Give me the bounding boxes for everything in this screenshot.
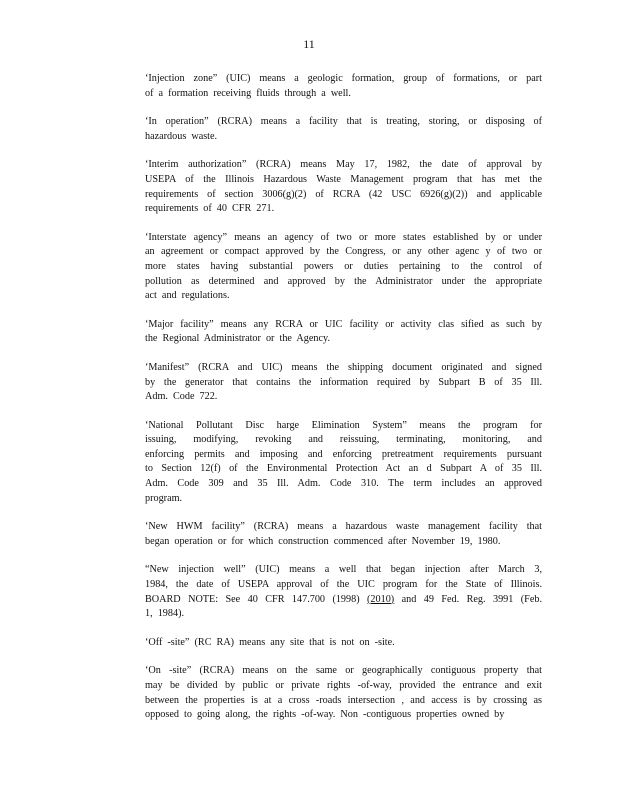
text-line: issuing, modifying, revoking and reissuing, terminating, monitoring, and bbox=[145, 434, 542, 446]
text-line: enforcing permits and imposing and enforcing pretreatment requirements pursuant bbox=[145, 448, 542, 460]
text-line: 1, 1984). bbox=[145, 608, 185, 620]
definition-paragraph bbox=[145, 115, 542, 144]
text-line: to Section 12(f) of the Environmental Protection Act an d Subpart A of 35 Ill. bbox=[145, 463, 542, 475]
definition-paragraph bbox=[145, 318, 542, 347]
text-line: ‘In operation” (RCRA) means a facility that is treating, storing, or disposing of bbox=[145, 116, 542, 128]
definition-paragraph bbox=[145, 520, 542, 549]
text-line: ‘Off -site” (RC RA) means any site that is not on -site. bbox=[145, 636, 395, 648]
text-line: BOARD NOTE: See 40 CFR 147.700 (1998) (2010) and 49 Fed. Reg. 3991 (Feb. bbox=[145, 593, 543, 605]
text-line: between the properties is at a cross -roads intersection , and access is by crossing as bbox=[145, 694, 542, 706]
text-line: by the generator that contains the information required by Subpart B of 35 Ill. bbox=[145, 376, 542, 388]
text-line: an agreement or compact approved by the Congress, or any other agenc y of two or bbox=[145, 246, 542, 258]
definition-paragraph bbox=[145, 419, 542, 507]
text-line: ‘New HWM facility” (RCRA) means a hazardous waste management facility that bbox=[145, 521, 542, 533]
text-line: ‘National Pollutant Disc harge Elimination System” means the program for bbox=[145, 419, 542, 431]
text-line: requirements of section 3006(g)(2) of RCRA (42 USC 6926(g)(2)) and applicable bbox=[145, 188, 542, 200]
text-line: pollution as determined and approved by the Administrator under the appropriate bbox=[145, 275, 542, 287]
definition-paragraph bbox=[145, 361, 542, 405]
page-number: 11 bbox=[303, 37, 315, 51]
text-line: hazardous waste. bbox=[145, 130, 218, 142]
document-body bbox=[145, 72, 542, 737]
definition-paragraph bbox=[145, 158, 542, 216]
definition-paragraph bbox=[145, 72, 542, 101]
text-line: “New injection well” (UIC) means a well that began injection after March 3, bbox=[145, 564, 542, 576]
definition-paragraph bbox=[145, 664, 542, 722]
text-line: ‘On -site” (RCRA) means on the same or geographically contiguous property that bbox=[145, 665, 542, 677]
text-line: ‘Injection zone” (UIC) means a geologic formation, group of formations, or part bbox=[145, 73, 542, 84]
definition-paragraph bbox=[145, 231, 542, 304]
text-line: Adm. Code 309 and 35 Ill. Adm. Code 310. The term includes an approved bbox=[145, 478, 542, 490]
text-line: may be divided by public or private rights -of-way, provided the entrance and exit bbox=[145, 680, 542, 691]
text-line: requirements of 40 CFR 271. bbox=[145, 203, 275, 215]
underlined-insertion: (2010) bbox=[367, 593, 395, 605]
text-line: more states having substantial powers or duties pertaining to the control of bbox=[145, 260, 542, 272]
text-line: ‘Interim authorization” (RCRA) means May 17, 1982, the date of approval by bbox=[145, 159, 542, 171]
text-line: opposed to going along, the rights -of-way. Non -contiguous properties owned by bbox=[145, 709, 505, 721]
text-line: began operation or for which construction commenced after November 19, 1980. bbox=[145, 535, 501, 547]
text-line: USEPA of the Illinois Hazardous Waste Management program that has met the bbox=[145, 173, 542, 185]
definition-paragraph bbox=[145, 636, 542, 651]
text-line: program. bbox=[145, 492, 183, 504]
text-line: ‘Major facility” means any RCRA or UIC facility or activity clas sified as such by bbox=[145, 318, 542, 330]
definition-paragraph bbox=[145, 563, 542, 621]
text-line: 1984, the date of USEPA approval of the UIC program for the State of Illinois. bbox=[145, 579, 542, 591]
text-line: act and regulations. bbox=[145, 290, 230, 302]
text-line: of a formation receiving fluids through a well. bbox=[145, 87, 351, 99]
text-line: the Regional Administrator or the Agency. bbox=[145, 333, 330, 345]
text-line: ‘Manifest” (RCRA and UIC) means the shipping document originated and signed bbox=[145, 361, 542, 373]
text-line: ‘Interstate agency” means an agency of two or more states established by or under bbox=[145, 231, 542, 243]
text-line: Adm. Code 722. bbox=[145, 391, 218, 403]
